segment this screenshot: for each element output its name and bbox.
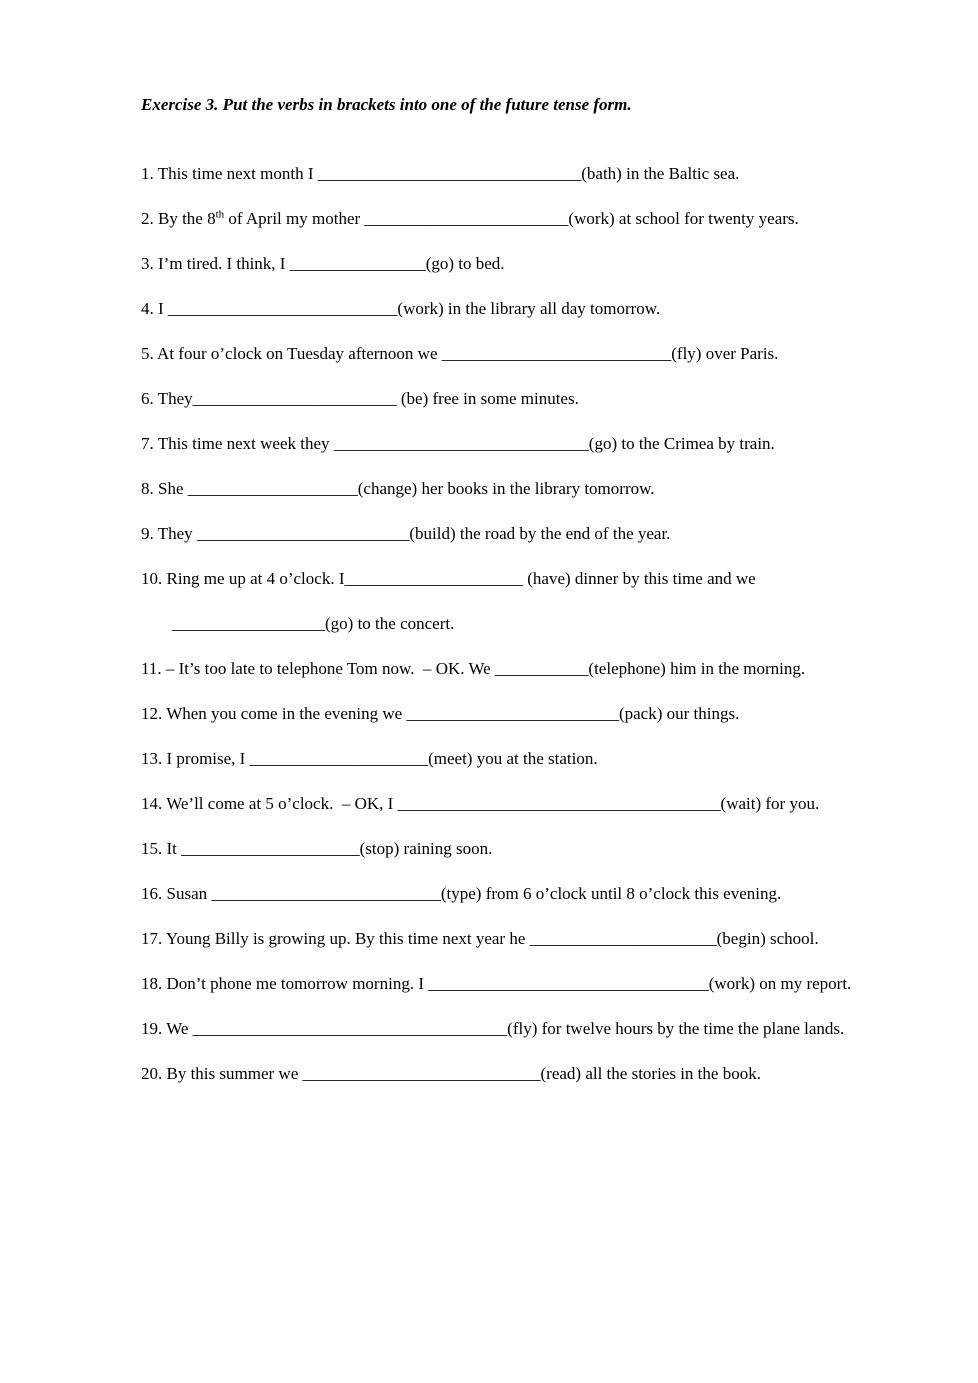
sentence-2-pre: 2. By the 8 [141, 209, 216, 228]
sentence-14: 14. We’ll come at 5 o’clock. – OK, I ______________________________________(wait) for you. [141, 794, 820, 813]
sentence-18: 18. Don’t phone me tomorrow morning. I _________________________________(work) on my report. [141, 974, 852, 993]
sentence-19: 19. We _____________________________________(fly) for twelve hours by the time the plane lands. [141, 1019, 845, 1038]
sentence-5: 5. At four o’clock on Tuesday afternoon we ___________________________(fly) over Paris. [141, 344, 779, 363]
sentence-2-post: of April my mother ________________________(work) at school for twenty years. [224, 209, 799, 228]
sentence-9: 9. They _________________________(build) the road by the end of the year. [141, 524, 671, 543]
sentence-8: 8. She ____________________(change) her books in the library tomorrow. [141, 479, 655, 498]
sentence-2-ordinal-suffix: th [215, 208, 225, 221]
sentence-15: 15. It _____________________(stop) raining soon. [141, 839, 493, 858]
sentence-10: 10. Ring me up at 4 o’clock. I_____________________ (have) dinner by this time and we [141, 569, 756, 588]
sentence-3: 3. I’m tired. I think, I ________________(go) to bed. [141, 254, 505, 273]
sentence-20: 20. By this summer we ____________________________(read) all the stories in the book. [141, 1064, 761, 1083]
sentence-17: 17. Young Billy is growing up. By this time next year he ______________________(begin) school. [141, 929, 819, 948]
sentence-16: 16. Susan ___________________________(type) from 6 o’clock until 8 o’clock this evening. [141, 884, 782, 903]
sentence-1: 1. This time next month I _______________________________(bath) in the Baltic sea. [141, 164, 740, 183]
sentence-list [141, 165, 908, 1083]
exercise-title: Exercise 3. Put the verbs in brackets into one of the future tense form. [141, 95, 632, 114]
sentence-13: 13. I promise, I _____________________(meet) you at the station. [141, 749, 598, 768]
sentence-6: 6. They________________________ (be) free in some minutes. [141, 389, 579, 408]
sentence-7: 7. This time next week they ______________________________(go) to the Crimea by train. [141, 434, 775, 453]
sentence-4: 4. I ___________________________(work) in the library all day tomorrow. [141, 299, 661, 318]
sentence-11: 11. – It’s too late to telephone Tom now. – OK. We ___________(telephone) him in the morning. [141, 659, 806, 678]
sentence-12: 12. When you come in the evening we _________________________(pack) our things. [141, 704, 740, 723]
sentence-10-continuation: __________________(go) to the concert. [172, 614, 455, 633]
sentence-2 [141, 210, 908, 228]
